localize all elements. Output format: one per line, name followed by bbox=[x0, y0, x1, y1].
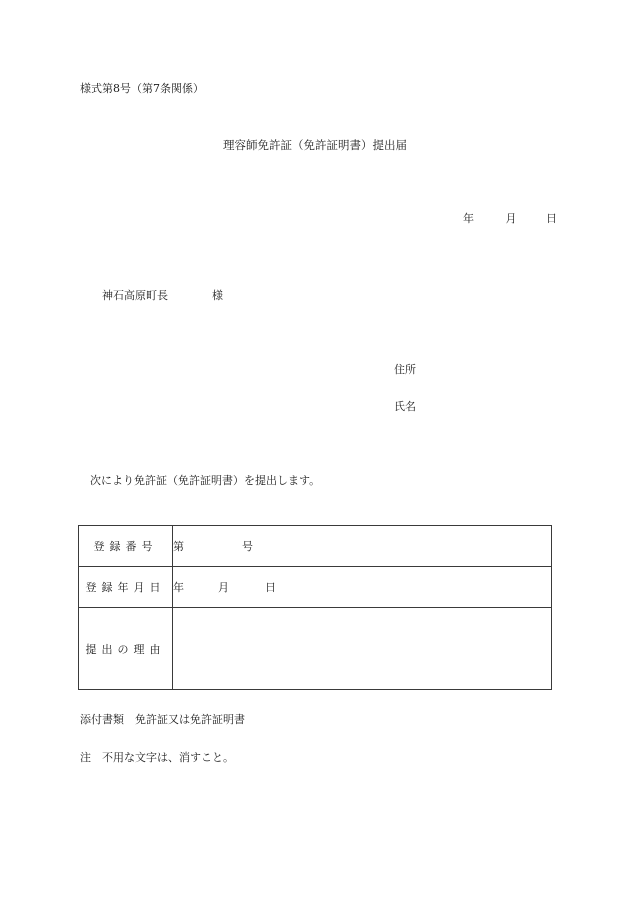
date-day-label: 日 bbox=[546, 212, 557, 225]
table-row bbox=[79, 526, 552, 567]
registration-date-field[interactable] bbox=[173, 567, 552, 608]
submission-reason-field[interactable] bbox=[173, 608, 552, 690]
registration-date-month: 月 bbox=[218, 581, 229, 594]
address-label: 住所 bbox=[394, 363, 416, 376]
registration-date-label: 登録年月日 bbox=[79, 567, 173, 608]
registration-number-label: 登録番号 bbox=[79, 526, 173, 567]
addressee-honorific: 様 bbox=[212, 289, 223, 302]
date-line bbox=[463, 210, 557, 226]
submission-reason-label: 提出の理由 bbox=[79, 608, 173, 690]
addressee-name: 神石高原町長 bbox=[102, 289, 168, 302]
date-month-label: 月 bbox=[505, 212, 517, 225]
form-number: 様式第8号（第7条関係） bbox=[80, 82, 204, 95]
addressee bbox=[102, 287, 223, 303]
table-row bbox=[79, 608, 552, 690]
registration-number-field[interactable] bbox=[173, 526, 552, 567]
name-label: 氏名 bbox=[394, 400, 416, 413]
table-row bbox=[79, 567, 552, 608]
document-title: 理容師免許証（免許証明書）提出届 bbox=[223, 138, 407, 152]
intro-text: 次により免許証（免許証明書）を提出します。 bbox=[90, 474, 321, 487]
registration-table bbox=[78, 525, 552, 690]
registration-date-day: 日 bbox=[265, 581, 276, 594]
registration-date-year: 年 bbox=[173, 581, 184, 594]
registration-number-prefix: 第 bbox=[173, 540, 184, 553]
attachments-text: 添付書類 免許証又は免許証明書 bbox=[80, 713, 245, 726]
note-text: 注 不用な文字は、消すこと。 bbox=[80, 751, 234, 764]
date-year-label: 年 bbox=[463, 212, 474, 225]
registration-number-suffix: 号 bbox=[242, 540, 253, 553]
